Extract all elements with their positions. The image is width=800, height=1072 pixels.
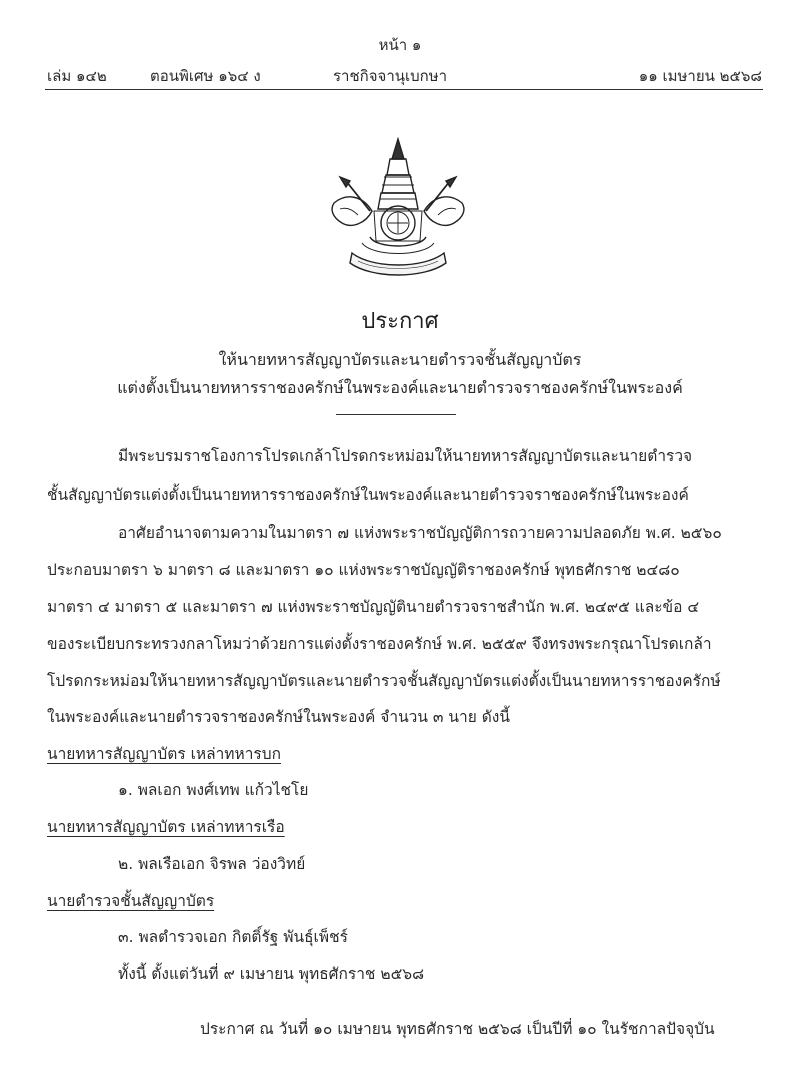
section-label: ตอนพิเศษ ๑๖๔ ง: [150, 67, 261, 85]
header-rule: [45, 89, 763, 90]
closing-line: ประกาศ ณ วันที่ ๑๐ เมษายน พุทธศักราช ๒๕๖๘ เป็นปีที่ ๑๐ ในรัชกาลปัจจุบัน: [200, 1020, 715, 1038]
body-line-3: อาศัยอำนาจตามความในมาตรา ๗ แห่งพระราชบัญญัติการถวายความปลอดภัย พ.ศ. ๒๕๖๐: [118, 524, 722, 542]
title-divider: [336, 414, 456, 415]
effective-date-line: ทั้งนี้ ตั้งแต่วันที่ ๙ เมษายน พุทธศักราช ๒๕๖๘: [118, 965, 425, 983]
announcement-title: ประกาศ: [361, 309, 439, 334]
body-line-8: ในพระองค์และนายตำรวจราชองครักษ์ในพระองค์ จำนวน ๓ นาย ดังนี้: [47, 708, 510, 726]
garuda-royal-emblem-icon: [312, 137, 484, 280]
issue-date: ๑๑ เมษายน ๒๕๖๘: [638, 67, 762, 85]
section-heading-navy: นายทหารสัญญาบัตร เหล่าทหารเรือ: [47, 818, 285, 836]
section-heading-police: นายตำรวจชั้นสัญญาบัตร: [47, 892, 215, 910]
body-line-1: มีพระบรมราชโองการโปรดเกล้าโปรดกระหม่อมให้นายทหารสัญญาบัตรและนายตำรวจ: [118, 447, 693, 465]
section-heading-army: นายทหารสัญญาบัตร เหล่าทหารบก: [47, 745, 281, 763]
body-line-4: ประกอบมาตรา ๖ มาตรา ๘ และมาตรา ๑๐ แห่งพระราชบัญญัติราชองครักษ์ พุทธศักราช ๒๔๘๐: [47, 561, 680, 579]
subtitle-line-1: ให้นายทหารสัญญาบัตรและนายตำรวจชั้นสัญญาบัตร: [218, 350, 582, 369]
gazette-name: ราชกิจจานุเบกษา: [333, 67, 448, 85]
body-line-7: โปรดกระหม่อมให้นายทหารสัญญาบัตรและนายตำรวจชั้นสัญญาบัตรแต่งตั้งเป็นนายทหารราชองครักษ์: [47, 672, 721, 690]
appointee-3: ๓. พลตำรวจเอก กิตติ์รัฐ พันธุ์เพ็ชร์: [118, 928, 348, 946]
body-line-2: ชั้นสัญญาบัตรแต่งตั้งเป็นนายทหารราชองครักษ์ในพระองค์และนายตำรวจราชองครักษ์ในพระองค์: [47, 486, 689, 504]
body-line-5: มาตรา ๔ มาตรา ๕ และมาตรา ๗ แห่งพระราชบัญญัตินายตำรวจราชสำนัก พ.ศ. ๒๔๙๕ และข้อ ๔: [47, 598, 700, 616]
page-number: หน้า ๑: [378, 36, 422, 54]
volume-label: เล่ม ๑๔๒: [47, 67, 107, 85]
appointee-2: ๒. พลเรือเอก จิรพล ว่องวิทย์: [118, 855, 306, 873]
appointee-1: ๑. พลเอก พงศ์เทพ แก้วไชโย: [118, 781, 309, 799]
subtitle-line-2: แต่งตั้งเป็นนายทหารราชองครักษ์ในพระองค์และนายตำรวจราชองครักษ์ในพระองค์: [117, 378, 683, 397]
body-line-6: ของระเบียบกระทรวงกลาโหมว่าด้วยการแต่งตั้งราชองครักษ์ พ.ศ. ๒๕๕๙ จึงทรงพระกรุณาโปรดเกล้า: [47, 635, 712, 653]
